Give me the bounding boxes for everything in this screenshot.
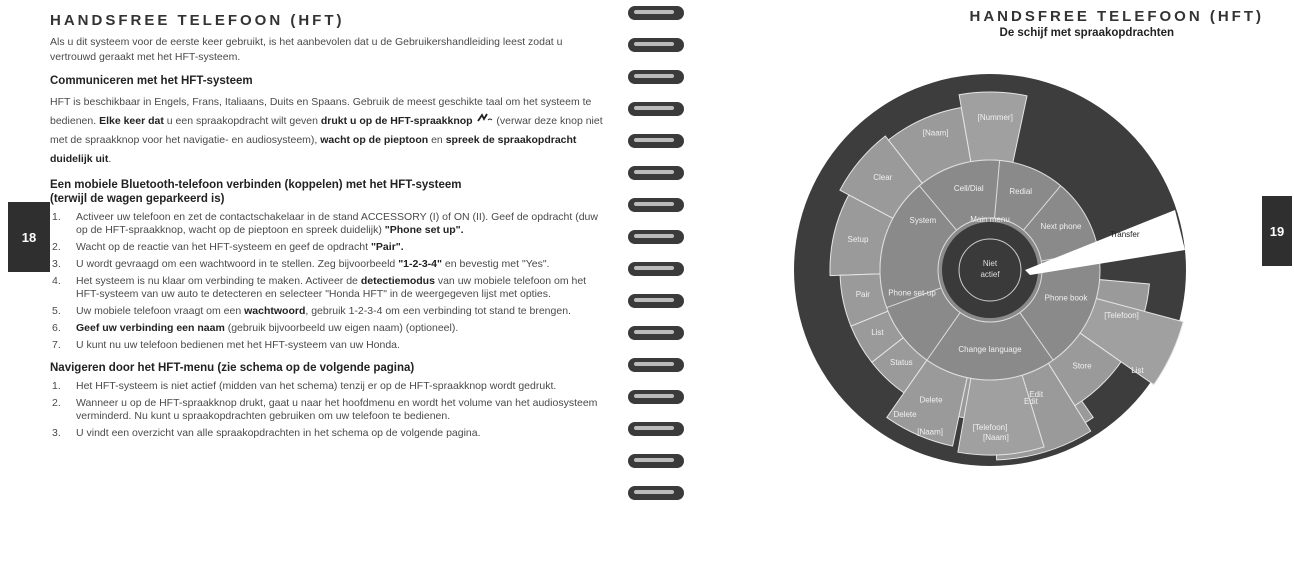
spiral-coil-highlight (634, 234, 674, 238)
spiral-coil-highlight (634, 266, 674, 270)
spiral-coil-highlight (634, 394, 674, 398)
wheel-inner-label: Change language (958, 345, 1022, 354)
list-item: 3. U wordt gevraagd om een wachtwoord in te stellen. Zeg bijvoorbeeld "1-2-3-4" en bevestig met "Yes". (52, 258, 550, 270)
wheel-outer-label: Delete (919, 395, 943, 405)
hft-voice-button-icon (476, 112, 494, 126)
wheel-outer-label: [Naam] (983, 432, 1009, 442)
wheel-outer-label: List (1131, 366, 1144, 376)
page-number-left: 18 (8, 202, 50, 272)
wheel-outer-label: List (871, 328, 884, 337)
list-item: 2. Wacht op de reactie van het HFT-systeem en geef de opdracht "Pair". (52, 241, 404, 253)
page-title-right: HANDSFREE TELEFOON (HFT) (969, 8, 1264, 25)
section-communicate-text: HFT is beschikbaar in Engels, Frans, Italiaans, Duits en Spaans. Gebruik de meest geschikte taal om het systeem te bedienen. Elke keer dat u een spraakopdracht wilt geven drukt u op de HFT-spraakknop (verwar deze knop niet met de spraakknop voor het navigatie- en audiosysteem), wacht op de pieptoon en spreek de spraakopdracht duidelijk uit. (50, 96, 603, 165)
list-item: 4. Het systeem is nu klaar om verbinding te maken. Activeer de detectiemodus van uw mobiele telefoon om het HFT-systeem van uw auto te detecteren en selecteer "Honda HFT" in de weergegeven lijst met opties. (52, 275, 587, 300)
left-page (0, 0, 640, 564)
wheel-inner-label: Phone book (1044, 293, 1088, 303)
wheel-outer-label: [Naam] (922, 128, 949, 138)
wheel-inner-label: Cell/Dial (953, 183, 984, 193)
list-item: 2. Wanneer u op de HFT-spraakknop drukt, gaat u naar het hoofdmenu en wordt het volume van het audiosysteem verminderd. Nu kunt u spraakopdrachten gebruiken om uw telefoon te bedienen. (52, 397, 598, 422)
spiral-coil-highlight (634, 170, 674, 174)
main-menu-label: Main menu (970, 215, 1010, 224)
list-item: 5. Uw mobiele telefoon vraagt om een wachtwoord, gebruik 1-2-3-4 om een verbinding tot stand te brengen. (52, 305, 571, 317)
section-heading-navigate: Navigeren door het HFT-menu (zie schema op de volgende pagina) (50, 362, 415, 374)
wheel-outer-label: Status (889, 358, 913, 368)
list-item: 6. Geef uw verbinding een naam (gebruik bijvoorbeeld uw eigen naam) (optioneel). (52, 322, 459, 334)
wheel-outer-label: [Nummer] (977, 113, 1013, 123)
pairing-steps (50, 211, 610, 352)
page-subtitle: De schijf met spraakopdrachten (999, 27, 1174, 39)
navigate-steps (50, 380, 610, 440)
list-item: 7. U kunt nu uw telefoon bedienen met het HFT-systeem van uw Honda. (52, 339, 400, 351)
spiral-coil-highlight (634, 138, 674, 142)
wheel-inner-label: System (909, 215, 937, 225)
spiral-coil-highlight (634, 330, 674, 334)
page-title-left: HANDSFREE TELEFOON (HFT) (50, 12, 345, 29)
spiral-coil-highlight (634, 490, 674, 494)
wheel-outer-label: Edit (1024, 396, 1038, 406)
wheel-inner-label: Redial (1009, 186, 1033, 196)
center-label-2: actief (980, 270, 1000, 279)
wheel-label-transfer: Transfer (1110, 230, 1140, 239)
spiral-coil-highlight (634, 458, 674, 462)
list-item: 1. Activeer uw telefoon en zet de contactschakelaar in de stand ACCESSORY (I) of ON (II). Geef de opdracht (duw op de HFT-spraakknop, wacht op de pieptoon en spreek duidelijk) "Phone set up". (52, 211, 598, 236)
wheel-outer-label: Clear (873, 173, 893, 183)
right-header (970, 8, 1265, 39)
spiral-binding (618, 0, 694, 520)
spiral-coil-highlight (634, 106, 674, 110)
wheel-inner-label: Next phone (1040, 222, 1082, 231)
spiral-coil-highlight (634, 74, 674, 78)
spiral-coil-highlight (634, 298, 674, 302)
center-label-1: Niet (982, 259, 998, 268)
section-heading-pairing: Een mobiele Bluetooth-telefoon verbinden (koppelen) met het HFT-systeem (terwijl de wagen geparkeerd is) (50, 179, 462, 205)
spiral-coil-highlight (634, 202, 674, 206)
wheel-outer-label: Edit (1029, 389, 1044, 399)
wheel-outer-label: Delete (893, 410, 917, 420)
wheel-outer-label: Setup (847, 234, 869, 244)
wheel-inner-label: Phone set-up (888, 288, 936, 298)
section-heading-communicate: Communiceren met het HFT-systeem (50, 75, 253, 87)
page-number-right: 19 (1262, 196, 1292, 266)
list-item: 3. U vindt een overzicht van alle spraakopdrachten in het schema op de volgende pagina. (52, 427, 481, 439)
wheel-outer-label: [Telefoon] (972, 423, 1008, 432)
wheel-outer-label: Store (1072, 361, 1092, 371)
voice-command-wheel (790, 70, 1190, 470)
spiral-coil-highlight (634, 426, 674, 430)
wheel-outer-label: [Telefoon] (1104, 310, 1139, 320)
intro-text: Als u dit systeem voor de eerste keer gebruikt, is het aanbevolen dat u de Gebruikershandleiding leest zodat u vertrouwd geraakt met het HFT-systeem. (50, 36, 563, 63)
spiral-coil-highlight (634, 10, 674, 14)
list-item: 1. Het HFT-systeem is niet actief (midden van het schema) tenzij er op de HFT-spraakknop wordt gedrukt. (52, 380, 557, 392)
wheel-outer-label: Pair (855, 290, 870, 300)
left-content (50, 12, 610, 444)
spiral-coil-highlight (634, 362, 674, 366)
wheel-outer-label: [Naam] (917, 427, 944, 437)
spiral-coil-highlight (634, 42, 674, 46)
